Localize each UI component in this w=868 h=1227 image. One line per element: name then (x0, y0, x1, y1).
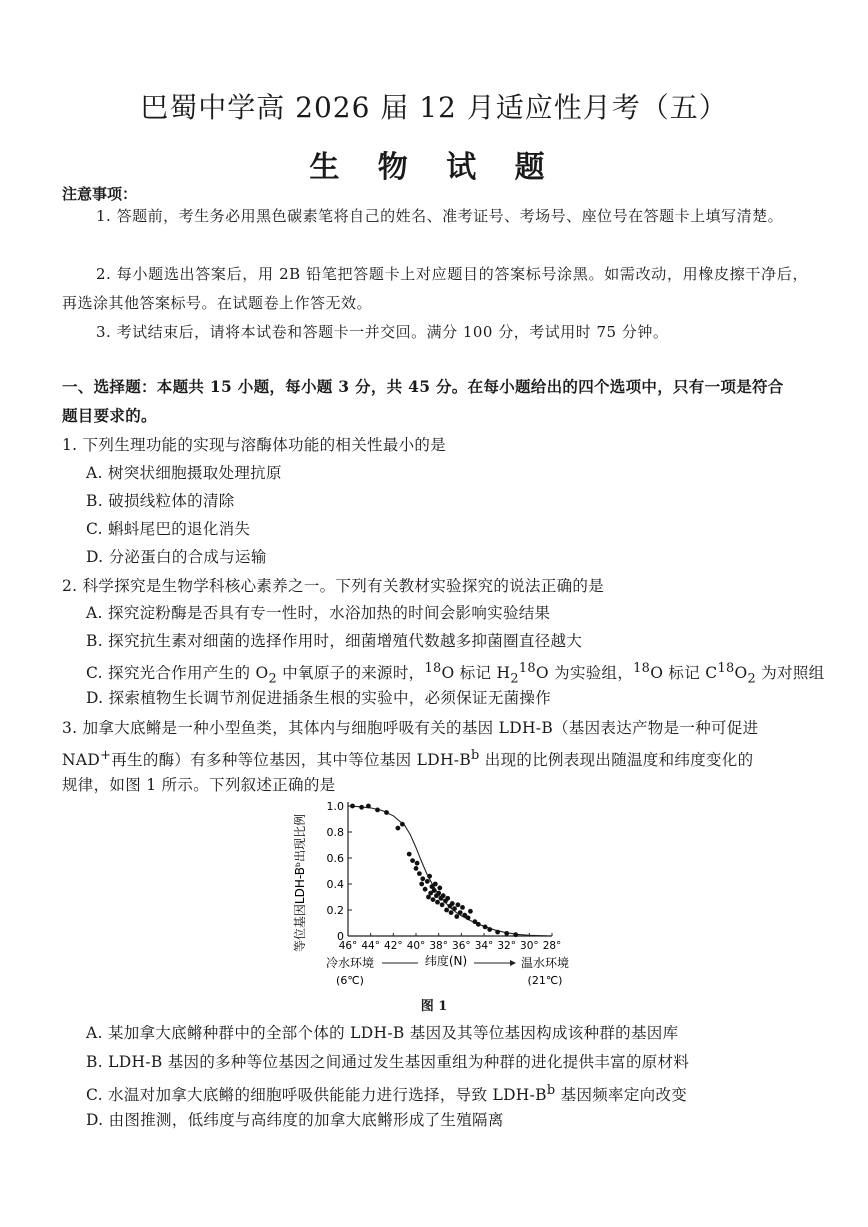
data-point (487, 927, 492, 932)
figure-caption: 图 1 (420, 999, 448, 1014)
question-3-option-a: A. 某加拿大底鳉种群中的全部个体的 LDH-B 基因及其等位基因构成该种群的基因库 (86, 1024, 679, 1042)
data-point (435, 900, 440, 905)
question-2-option-b: B. 探究抗生素对细菌的选择作用时，细菌增殖代数越多抑菌圈直径越大 (86, 632, 583, 650)
data-point (441, 893, 446, 898)
arrow-head (510, 960, 516, 966)
data-point (450, 901, 455, 906)
question-3-line-2: NAD+再生的酶）有多种等位基因，其中等位基因 LDH-$B^b$ 出现的比例表现出随温度和纬度变化的 (62, 748, 754, 770)
y-tick-label: 0 (337, 930, 344, 943)
x-tick-label: 34° (474, 940, 494, 952)
y-tick-label: 0.2 (326, 904, 344, 917)
notice-item-2: 2. 每小题选出答案后，用 2B 铅笔把答题卡上对应题目的答案标号涂黑。如需改动，用橡皮擦干净后，再选涂其他答案标号。在试题卷上作答无效。 (62, 265, 808, 312)
y-tick-label: 0.6 (326, 852, 344, 865)
question-2-option-d: D. 探索植物生长调节剂促进插条生根的实验中，必须保证无菌操作 (86, 689, 552, 707)
data-point (504, 931, 509, 936)
data-point (440, 902, 445, 907)
subject-title: 生 物 试 题 (309, 150, 559, 185)
x-tick-label: 46° (338, 940, 358, 952)
data-point (414, 866, 419, 871)
data-point (460, 905, 465, 910)
data-point (375, 808, 380, 813)
x-tick-label: 44° (361, 940, 380, 952)
data-point (437, 886, 442, 891)
data-point (483, 925, 488, 930)
x-tick-label: 32° (497, 940, 516, 952)
y-tick-label: 0.4 (326, 878, 344, 891)
x-axis-title: 纬度(N) (424, 954, 468, 968)
data-point (366, 804, 371, 809)
data-point (423, 887, 428, 892)
warm-water-label: 温水环境 (520, 956, 570, 970)
data-point (432, 888, 437, 893)
data-point (396, 826, 401, 831)
question-1-option-d: D. 分泌蛋白的合成与运输 (86, 548, 267, 566)
cold-temp-label: (6℃) (336, 974, 364, 987)
data-point (466, 915, 471, 920)
question-2-option-c: C. 探究光合作用产生的 $O_2$ 中氧原子的来源时，$^{18}$O 标记 $H_2^{18}O$ 为实验组，$^{18}$O 标记 $C^{18}O_2$ 为对照组 (86, 661, 825, 687)
data-point (495, 930, 500, 935)
question-1-option-a: A. 树突状细胞摄取处理抗原 (86, 464, 282, 482)
data-point (425, 879, 430, 884)
x-tick-label: 36° (452, 940, 471, 952)
data-point (350, 804, 355, 809)
x-tick-label: 38° (429, 940, 448, 952)
question-1-option-b: B. 破损线粒体的清除 (86, 492, 235, 510)
fitted-curve (348, 806, 552, 936)
data-point (513, 932, 518, 937)
data-point (431, 897, 436, 902)
data-point (410, 858, 415, 863)
x-tick-label: 42° (384, 940, 403, 952)
question-3-line-1: 3. 加拿大底鳉是一种小型鱼类，其体内与细胞呼吸有关的基因 LDH-B（基因表达产物是一种可促进 (62, 719, 759, 737)
data-point (419, 882, 424, 887)
notice-item-3: 3. 考试结束后，请将本试卷和答题卡一并交回。满分 100 分，考试用时 75 分钟。 (96, 323, 669, 341)
question-3-option-d: D. 由图推测，低纬度与高纬度的加拿大底鳉形成了生殖隔离 (86, 1111, 504, 1129)
data-point (444, 908, 449, 913)
section-heading-line1: 一、选择题：本题共 15 小题，每小题 3 分，共 45 分。在每小题给出的四个选项中，只有一项是符合 (62, 377, 784, 396)
data-point (420, 876, 425, 881)
data-point (476, 922, 481, 927)
y-tick-label: 1.0 (326, 800, 344, 813)
figure-1-chart (290, 798, 590, 998)
question-2-stem: 2. 科学探究是生物学科核心素养之一。下列有关教材实验探究的说法正确的是 (62, 577, 605, 595)
data-point (452, 906, 457, 911)
y-axis-title: 等位基因LDH-Bᵇ出现比例 (293, 813, 307, 953)
x-tick-label: 40° (406, 940, 426, 952)
data-point (400, 822, 405, 827)
data-point (456, 902, 461, 907)
data-point (359, 805, 364, 810)
question-3-line-3: 规律，如图 1 所示。下列叙述正确的是 (62, 776, 336, 794)
x-tick-label: 30° (520, 940, 539, 952)
data-point (415, 861, 420, 866)
warm-temp-label: (21℃) (527, 974, 563, 987)
question-1-option-c: C. 蝌蚪尾巴的退化消失 (86, 520, 251, 538)
data-point (445, 896, 450, 901)
x-tick-label: 28° (542, 940, 562, 952)
data-point (449, 910, 454, 915)
exam-title: 巴蜀中学高 2026 届 12 月适应性月考（五） (140, 91, 728, 124)
data-point (468, 909, 473, 914)
question-1-stem: 1. 下列生理功能的实现与溶酶体功能的相关性最小的是 (62, 436, 447, 454)
cold-water-label: 冷水环境 (325, 956, 375, 970)
data-point (436, 891, 441, 896)
question-3-option-c: C. 水温对加拿大底鳉的细胞呼吸供能能力进行选择，导致 LDH-$B^b$ 基因频率定向改变 (86, 1083, 688, 1105)
notice-heading: 注意事项： (62, 185, 138, 203)
data-point (417, 871, 422, 876)
data-point (454, 914, 459, 919)
data-point (433, 882, 438, 887)
data-point (458, 910, 463, 915)
data-point (384, 810, 389, 815)
data-point (427, 874, 432, 879)
notice-item-1: 1. 答题前，考生务必用黑色碳素笔将自己的姓名、准考证号、考场号、座位号在答题卡上填写清楚。 (96, 207, 784, 225)
question-3-option-b: B. LDH-B 基因的多种等位基因之间通过发生基因重组为种群的进化提供丰富的原材料 (86, 1053, 690, 1071)
data-point (407, 852, 412, 857)
y-tick-label: 0.8 (326, 826, 344, 839)
section-heading-line2: 题目要求的。 (62, 406, 157, 425)
question-2-option-a: A. 探究淀粉酶是否具有专一性时，水浴加热的时间会影响实验结果 (86, 604, 551, 622)
